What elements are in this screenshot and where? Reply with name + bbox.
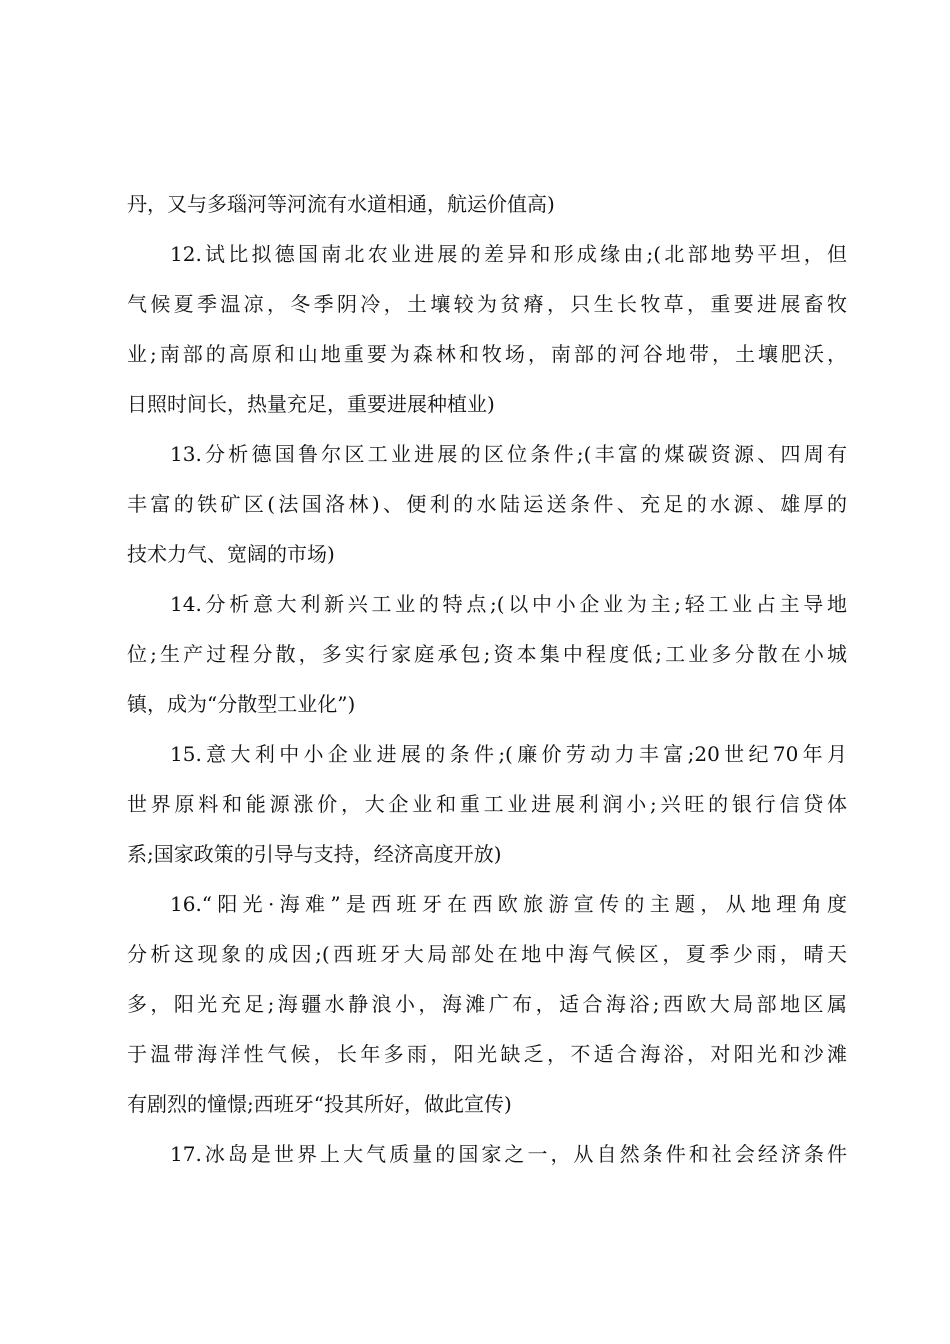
text-line: 镇，成为“分散型工业化”) [127, 692, 356, 716]
question-16-line: 16.“阳光·海难”是西班牙在西欧旅游宣传的主题，从地理角度 [170, 892, 847, 916]
text-line: 有剧烈的憧憬;西班牙“投其所好，做此宣传) [127, 1092, 512, 1116]
text-line: 于温带海洋性气候，长年多雨，阳光缺乏，不适合海浴，对阳光和沙滩 [127, 1042, 847, 1066]
question-17-line: 17.冰岛是世界上大气质量的国家之一，从自然条件和社会经济条件 [170, 1142, 847, 1166]
text-line: 丹，又与多瑙河等河流有水道相通，航运价值高) [127, 192, 555, 216]
question-15-line: 15.意大利中小企业进展的条件;(廉价劳动力丰富;20世纪70年月 [170, 742, 847, 766]
text-line: 位;生产过程分散，多实行家庭承包;资本集中程度低;工业多分散在小城 [127, 642, 847, 666]
text-line: 日照时间长，热量充足，重要进展种植业) [127, 392, 495, 416]
text-line: 气候夏季温凉，冬季阴冷，土壤较为贫瘠，只生长牧草，重要进展畜牧 [127, 292, 847, 316]
question-12-line: 12.试比拟德国南北农业进展的差异和形成缘由;(北部地势平坦，但 [170, 242, 847, 266]
text-line: 技术力气、宽阔的市场) [127, 542, 335, 566]
question-14-line: 14.分析意大利新兴工业的特点;(以中小企业为主;轻工业占主导地 [170, 592, 847, 616]
question-13-line: 13.分析德国鲁尔区工业进展的区位条件;(丰富的煤碳资源、四周有 [170, 442, 847, 466]
text-line: 业;南部的高原和山地重要为森林和牧场，南部的河谷地带，土壤肥沃， [127, 342, 847, 366]
text-line: 多，阳光充足;海疆水静浪小，海滩广布，适合海浴;西欧大局部地区属 [127, 992, 847, 1016]
text-line: 世界原料和能源涨价，大企业和重工业进展利润小;兴旺的银行信贷体 [127, 792, 847, 816]
text-line: 系;国家政策的引导与支持，经济高度开放) [127, 842, 502, 866]
text-line: 丰富的铁矿区(法国洛林)、便利的水陆运送条件、充足的水源、雄厚的 [127, 492, 847, 516]
text-line: 分析这现象的成因;(西班牙大局部处在地中海气候区，夏季少雨，晴天 [127, 942, 847, 966]
